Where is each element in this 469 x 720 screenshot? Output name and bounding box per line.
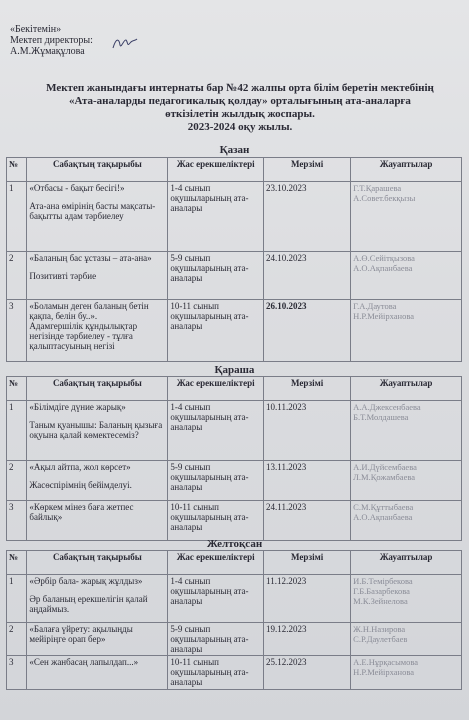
- table-row: [7, 623, 462, 656]
- row-num: 3: [7, 501, 27, 541]
- title-line-4: 2023-2024 оқу жылы.: [187, 121, 293, 133]
- row-num: 1: [7, 182, 27, 252]
- table-header-row: [7, 158, 462, 182]
- row-date: 25.12.2023: [264, 656, 351, 690]
- header-topic: Сабақтың тақырыбы: [27, 158, 168, 182]
- row-participants: 10-11 сынып оқушыларының ата-аналары: [168, 501, 264, 541]
- row-participants: 5-9 сынып оқушыларының ата-аналары: [168, 252, 264, 300]
- row-topic: «Сен жанбасаң лапылдап...»: [27, 656, 168, 690]
- row-date: 23.10.2023: [264, 182, 351, 252]
- responsible-2: А.О.Ақпанбаева: [353, 512, 413, 522]
- row-participants: 10-11 сынып оқушыларының ата-аналары: [168, 300, 264, 362]
- row-responsible: [351, 182, 462, 252]
- topic-title: «Ақыл айтпа, жол көрсет»: [29, 462, 131, 472]
- topic-title: «Боламын деген баланың бетін қақпа, белін бу..».: [29, 301, 149, 321]
- row-responsible: [351, 252, 462, 300]
- row-topic: [27, 461, 168, 501]
- plan-table-december: [6, 550, 462, 690]
- table-row: [7, 401, 462, 461]
- row-num: 3: [7, 300, 27, 362]
- responsible-1: А.И.Дүйсембаева: [353, 462, 417, 472]
- row-num: 1: [7, 575, 27, 623]
- responsible-2: Б.Т.Молдашева: [353, 412, 409, 422]
- row-participants: 1-4 сынып оқушыларының ата-аналары: [168, 575, 264, 623]
- row-topic: «Балаға үйрету: ақылыңды мейіріңге орап бер»: [27, 623, 168, 656]
- month-title-december: Желтоқсан: [206, 538, 263, 550]
- header-date: Мерзімі: [264, 377, 351, 401]
- responsible-2: Г.Б.Базарбекова М.К.Зейнелова: [353, 586, 410, 606]
- row-num: 2: [7, 623, 27, 656]
- row-participants: 5-9 сынып оқушыларының ата-аналары: [168, 461, 264, 501]
- header-participants: Жас ерекшеліктері: [168, 551, 264, 575]
- header-num: №: [7, 377, 27, 401]
- header-date: Мерзімі: [264, 158, 351, 182]
- responsible-1: Г.Т.Қарашева: [353, 183, 402, 193]
- header-participants: Жас ерекшеліктері: [168, 377, 264, 401]
- header-topic: Сабақтың тақырыбы: [27, 551, 168, 575]
- row-responsible: [351, 656, 462, 690]
- row-topic: [27, 300, 168, 362]
- responsible-1: Г.А.Даутова: [353, 301, 397, 311]
- approval-position: Мектеп директоры:: [10, 35, 93, 46]
- row-num: 3: [7, 656, 27, 690]
- table-row: [7, 461, 462, 501]
- topic-note: Жасөспірімнің бейімделуі.: [29, 480, 132, 490]
- header-responsible: Жауаптылар: [351, 377, 462, 401]
- header-responsible: Жауаптылар: [351, 158, 462, 182]
- topic-note: Позитивті тәрбие: [29, 271, 97, 281]
- responsible-1: И.Б.Темірбекова: [353, 576, 413, 586]
- responsible-1: Ж.Н.Назирова: [353, 624, 406, 634]
- header-participants: Жас ерекшеліктері: [168, 158, 264, 182]
- row-responsible: [351, 461, 462, 501]
- header-num: №: [7, 158, 27, 182]
- topic-title: «Әрбір бала- жарық жұлдыз»: [29, 576, 143, 586]
- topic-note: Ата-ана өмірінің басты мақсаты-бақытты адам тәрбиелеу: [29, 201, 156, 221]
- responsible-2: Н.Р.Мейірханова: [353, 311, 414, 321]
- responsible-1: А.Е.Нұрқасымова: [353, 657, 419, 667]
- row-date: 24.10.2023: [264, 252, 351, 300]
- topic-title: «Білімдіге дүние жарық»: [29, 402, 126, 412]
- table-row: [7, 182, 462, 252]
- responsible-2: А.О.Ақпанбаева: [353, 263, 413, 273]
- table-row: [7, 575, 462, 623]
- document-title: [20, 82, 460, 134]
- row-num: 1: [7, 401, 27, 461]
- row-participants: 1-4 сынып оқушыларының ата-аналары: [168, 401, 264, 461]
- topic-note: Адамгершілік құндылықтар негізінде тәрбиелеу - тұлға қалыптасуының негізі: [29, 321, 138, 351]
- row-participants: 10-11 сынып оқушыларының ата-аналары: [168, 656, 264, 690]
- row-topic: [27, 401, 168, 461]
- table-header-row: [7, 551, 462, 575]
- responsible-2: А.Совет.бекқызы: [353, 193, 416, 203]
- approval-name: А.М.Жұмақұлова: [10, 46, 85, 57]
- row-date: 26.10.2023: [264, 300, 351, 362]
- plan-table-october: [6, 157, 462, 362]
- table-row: [7, 252, 462, 300]
- approval-heading: «Бекітемін»: [10, 24, 62, 35]
- table-row: [7, 656, 462, 690]
- responsible-2: Н.Р.Мейірханова: [353, 667, 414, 677]
- row-participants: 5-9 сынып оқушыларының ата-аналары: [168, 623, 264, 656]
- row-topic: [27, 575, 168, 623]
- row-num: 2: [7, 252, 27, 300]
- row-participants: 1-4 сынып оқушыларының ата-аналары: [168, 182, 264, 252]
- table-header-row: [7, 377, 462, 401]
- row-topic: [27, 252, 168, 300]
- topic-title: «Баланың бас ұстазы – ата-ана»: [29, 253, 152, 263]
- row-topic: [27, 182, 168, 252]
- topic-title: «Отбасы - бақыт бесігі!»: [29, 183, 125, 193]
- row-date: 11.12.2023: [264, 575, 351, 623]
- row-date: 10.11.2023: [264, 401, 351, 461]
- header-num: №: [7, 551, 27, 575]
- responsible-2: Л.М.Қожамбаева: [353, 472, 416, 482]
- row-responsible: [351, 300, 462, 362]
- header-date: Мерзімі: [264, 551, 351, 575]
- responsible-2: С.Р.Даулетбаев: [353, 634, 408, 644]
- row-responsible: [351, 401, 462, 461]
- responsible-1: С.М.Құттыбаева: [353, 502, 414, 512]
- responsible-1: А.А.Джексенбаева: [353, 402, 421, 412]
- approval-block: [10, 24, 93, 57]
- row-topic: «Көркем мінез баға жетпес байлық»: [27, 501, 168, 541]
- topic-note: Таным қуанышы: Баланың қызыға оқуына қалай көмектесеміз?: [29, 420, 163, 440]
- row-responsible: [351, 575, 462, 623]
- row-responsible: [351, 623, 462, 656]
- title-line-1: Мектеп жанындағы интернаты бар №42 жалпы орта білім беретін мектебінің: [46, 82, 434, 94]
- title-line-3: өткізілетін жылдық жоспары.: [165, 108, 315, 120]
- row-date: 13.11.2023: [264, 461, 351, 501]
- table-row: [7, 501, 462, 541]
- title-line-2: «Ата-аналарды педагогикалық қолдау» орталығының ата-аналарға: [69, 95, 411, 107]
- row-responsible: [351, 501, 462, 541]
- director-signature: [112, 36, 138, 50]
- table-row: [7, 300, 462, 362]
- row-date: 19.12.2023: [264, 623, 351, 656]
- header-topic: Сабақтың тақырыбы: [27, 377, 168, 401]
- month-title-october: Қазан: [219, 144, 250, 156]
- header-responsible: Жауаптылар: [351, 551, 462, 575]
- month-title-november: Қараша: [214, 364, 255, 376]
- plan-table-november: [6, 376, 462, 541]
- row-date: 24.11.2023: [264, 501, 351, 541]
- responsible-1: А.Ө.Сейітқызова: [353, 253, 415, 263]
- row-num: 2: [7, 461, 27, 501]
- topic-note: Әр баланың ерекшелігін қалай аңдаймыз.: [29, 594, 148, 614]
